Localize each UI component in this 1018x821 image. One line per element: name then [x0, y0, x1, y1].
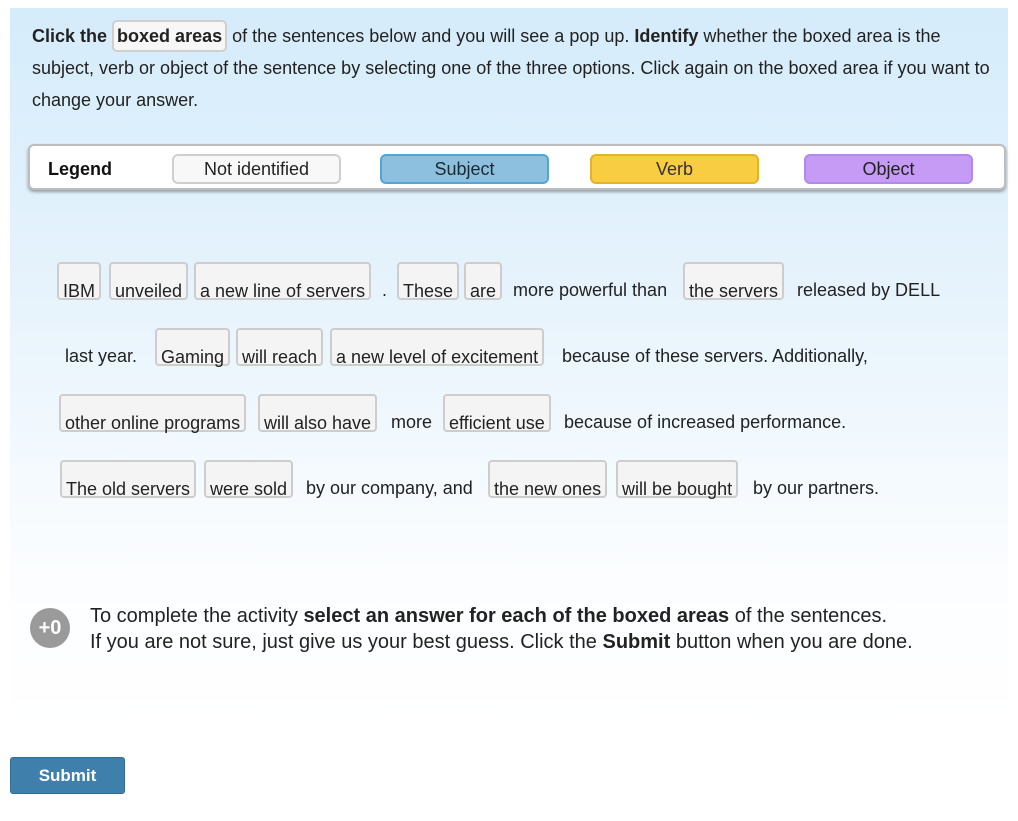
instructions-identify: Identify: [634, 26, 699, 46]
boxed-area-efficient-use[interactable]: efficient use: [443, 394, 551, 432]
completion-text: If you are not sure, just give us your best guess. Click the: [90, 631, 603, 653]
boxed-area-these[interactable]: These: [397, 262, 459, 300]
sentence-text: more: [391, 412, 433, 432]
sentence-text: because of these servers. Additionally,: [562, 346, 868, 366]
completion-line-2: [90, 629, 913, 655]
boxed-area-ibm[interactable]: IBM: [57, 262, 101, 300]
instructions-text-2: whether the boxed area is the subject, verb or object of the sentence by selecting one of the three options. Click again on the boxed area if you want to change your answer.: [32, 26, 990, 110]
instructions: [32, 20, 992, 116]
completion-text: of the sentences.: [729, 605, 888, 627]
legend: [28, 144, 1006, 190]
sentence-text: because of increased performance.: [564, 412, 847, 432]
boxed-area-will-be-bought[interactable]: will be bought: [616, 460, 738, 498]
legend-title: Legend: [48, 159, 113, 179]
boxed-area-unveiled[interactable]: unveiled: [109, 262, 188, 300]
score-badge: +0: [30, 608, 70, 648]
completion-line-1: [90, 603, 913, 629]
boxed-areas-sample: boxed areas: [112, 20, 227, 52]
boxed-area-the-servers[interactable]: the servers: [683, 262, 784, 300]
boxed-area-gaming[interactable]: Gaming: [155, 328, 230, 366]
sentence-text: released by DELL: [797, 280, 941, 300]
completion-emphasis: select an answer for each of the boxed areas: [303, 605, 730, 627]
instructions-text-1: of the sentences below and you will see a pop up.: [227, 26, 635, 46]
boxed-area-will-also-have[interactable]: will also have: [258, 394, 377, 432]
completion-text: To complete the activity: [90, 605, 304, 627]
boxed-area-were-sold[interactable]: were sold: [204, 460, 293, 498]
submit-button[interactable]: Submit: [10, 757, 125, 794]
legend-verb: Verb: [590, 154, 759, 184]
sentence-text: by our partners.: [753, 478, 880, 498]
completion-submit-word: Submit: [602, 631, 671, 653]
sentence-text: by our company, and: [306, 478, 473, 498]
completion-instructions: [90, 603, 913, 655]
sentence-text: last year.: [65, 346, 138, 366]
boxed-area-new-line-of-servers[interactable]: a new line of servers: [194, 262, 371, 300]
boxed-area-other-online-programs[interactable]: other online programs: [59, 394, 246, 432]
boxed-area-will-reach[interactable]: will reach: [236, 328, 323, 366]
sentence-text: more powerful than: [513, 280, 668, 300]
legend-not-identified: Not identified: [172, 154, 341, 184]
boxed-area-the-new-ones[interactable]: the new ones: [488, 460, 607, 498]
legend-subject: Subject: [380, 154, 549, 184]
completion-text: button when you are done.: [670, 631, 913, 653]
instructions-click-the: Click the: [32, 26, 108, 46]
boxed-area-new-level-of-excitement[interactable]: a new level of excitement: [330, 328, 544, 366]
sentence-text: .: [382, 280, 388, 300]
boxed-area-the-old-servers[interactable]: The old servers: [60, 460, 196, 498]
legend-object: Object: [804, 154, 973, 184]
boxed-area-are[interactable]: are: [464, 262, 502, 300]
